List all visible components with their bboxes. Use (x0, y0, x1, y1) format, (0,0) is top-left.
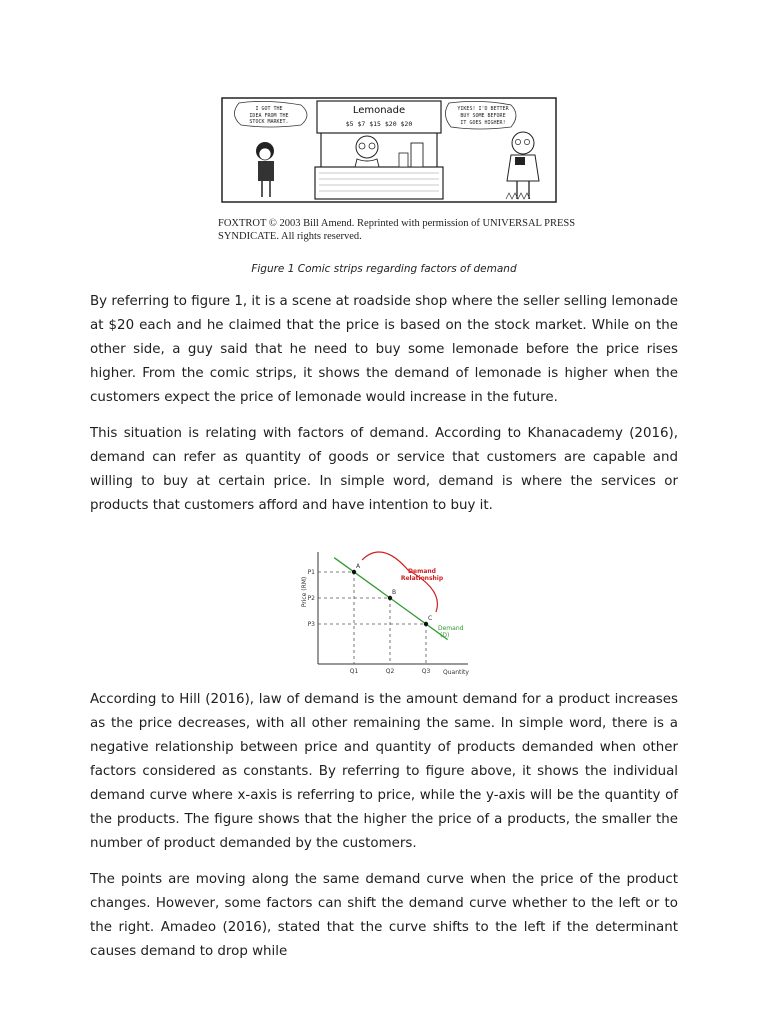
comic-strip-drawing (221, 97, 557, 203)
comic-sign-title: Lemonade (352, 105, 406, 116)
comic-credit-line: FOXTROT © 2003 Bill Amend. Reprinted with permission of UNIVERSAL PRESS SYNDICATE. All rights reserved. (218, 218, 576, 242)
point-label-c: C (428, 615, 433, 622)
point-c (424, 622, 428, 626)
annotation-line-1: Demand (408, 568, 436, 575)
bubble-right-line1: YIKES! I'D BETTER (457, 106, 509, 112)
x-tick-label-3: Q3 (421, 668, 431, 675)
point-label-a: A (356, 563, 361, 570)
y-axis-label: Price (RM) (301, 576, 308, 608)
point-label-b: B (392, 589, 397, 596)
comic-strip-image (221, 97, 557, 203)
point-b (388, 596, 392, 600)
demand-relationship-brace (362, 552, 437, 612)
comic-sign-prices: $5 $7 $15 $20 $20 (345, 120, 413, 128)
bubble-right-line3: IT GOES HIGHER! (460, 120, 506, 126)
demand-curve-chart (288, 536, 478, 682)
y-tick-label-1: P1 (307, 569, 315, 576)
bubble-right-line2: BUY SOME BEFORE (460, 113, 506, 119)
bubble-left-line3: STOCK MARKET. (249, 119, 289, 125)
figure-1-caption: Figure 1 Comic strips regarding factors of demand (251, 263, 517, 275)
x-axis-label: Quantity (443, 669, 469, 676)
y-tick-label-2: P2 (307, 595, 315, 602)
demand-curve-svg (288, 536, 478, 682)
paragraph-4: The points are moving along the same demand curve when the price of the product changes. However, some factors can shift the demand curve whether to the left or to the right. Amadeo (2016), stated that the curve shifts to the left if the determinant causes demand to drop while (90, 872, 678, 959)
y-tick-label-3: P3 (307, 621, 315, 628)
x-tick-label-1: Q1 (349, 668, 359, 675)
demand-line-label: Demand (438, 625, 464, 632)
demand-line-label-2: (D) (440, 632, 450, 639)
paragraph-1: By referring to figure 1, it is a scene at roadside shop where the seller selling lemonade at $20 each and he claimed that the price is based on the stock market. While on the other side, a guy said that he need to buy some lemonade before the price rises higher. From the comic strips, it shows the demand of lemonade is higher when the customers expect the price of lemonade would increase in the future. (90, 294, 679, 405)
annotation-line-2: Relationship (400, 575, 444, 582)
x-tick-label-2: Q2 (385, 668, 395, 675)
bubble-left-line2: IDEA FROM THE (249, 113, 289, 119)
paragraph-3: According to Hill (2016), law of demand is the amount demand for a product increases as the price decreases, with all other remaining the same. In simple word, there is a negative relationship between price and quantity of products demanded when other factors considered as constants. By referring to figure above, it shows the individual demand curve where x-axis is referring to price, while the y-axis will be the quantity of the products. The figure shows that the higher the price of a products, the smaller the number of product demanded by the customers. (90, 692, 678, 851)
paragraph-2: This situation is relating with factors of demand. According to Khanacademy (2016), demand can refer as quantity of goods or service that customers are capable and willing to buy at certain price. In simple word, demand is where the services or products that customers afford and have intention to buy it. (90, 426, 678, 513)
point-a (352, 570, 356, 574)
bubble-left-line1: I GOT THE (255, 106, 283, 112)
